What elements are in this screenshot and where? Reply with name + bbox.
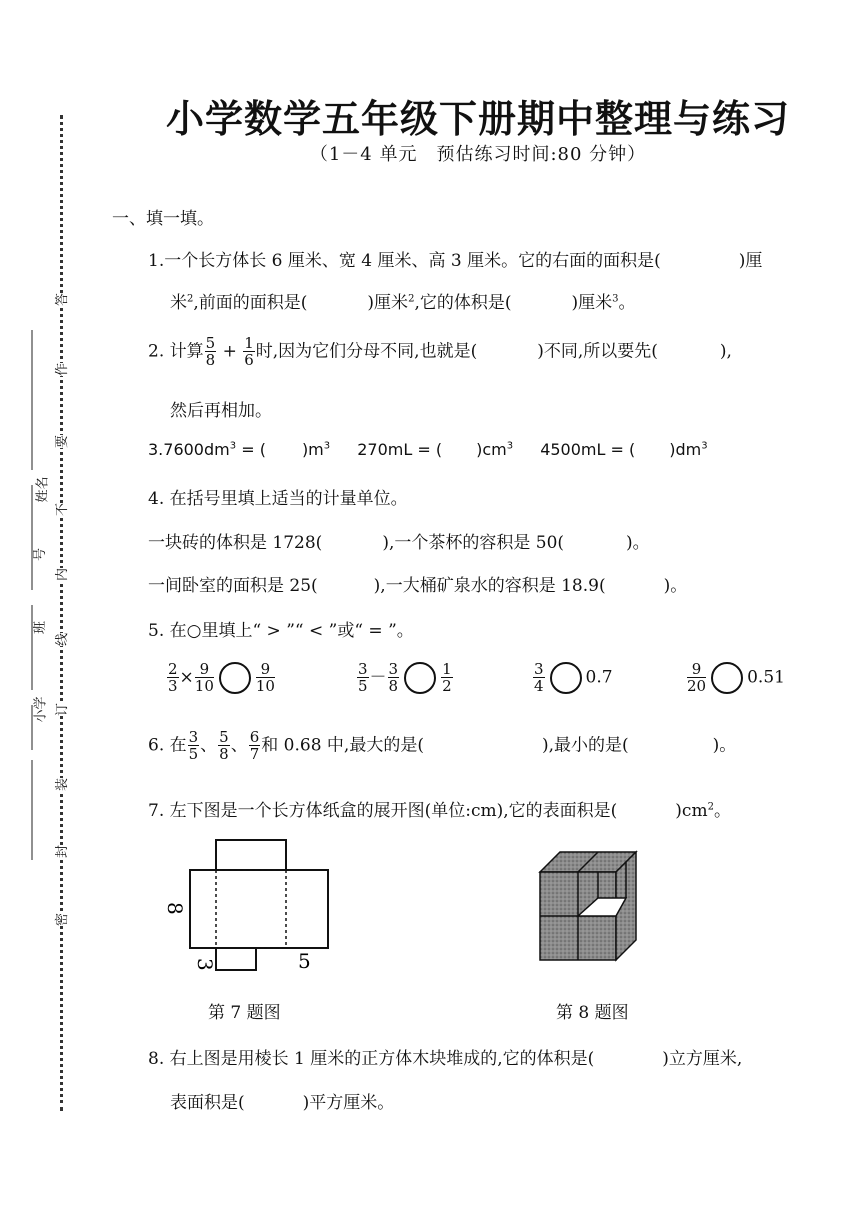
dimension-label: 8 <box>163 902 187 915</box>
dimension-label: 5 <box>298 949 311 973</box>
margin-label-name: 姓名 <box>35 476 51 503</box>
question-5-item-2: $\frac{3}{5}$ － $\frac{3}{8}$ $\frac{1}{2}$ <box>358 660 452 695</box>
question-3: $3.7600dm^3$ = ( )$m^3$ 270mL = ( )$cm^3$ 4500mL = ( )$dm^3$ <box>148 440 708 459</box>
question-2-line-1: 2. 计算 $\frac{5}{8}$ + $\frac{1}{6}$ 时,因为它们分母不同,也就是( )不同,所以要先( ), <box>148 334 732 369</box>
binding-dotted-line <box>60 115 63 1111</box>
cube-stack-figure <box>536 848 652 964</box>
page-title: 小学数学五年级下册期中整理与练习 <box>165 96 790 141</box>
fraction: $\frac{5}{8}$ <box>205 334 216 369</box>
question-1-line-1: 1.一个长方体长 6 厘米、宽 4 厘米、高 3 厘米。它的右面的面积是( )厘 <box>148 251 763 271</box>
seal-char: 内 <box>51 568 70 581</box>
fraction: $\frac{1}{6}$ <box>244 334 254 369</box>
seal-char: 答 <box>51 293 70 306</box>
question-4-line-2: 一间卧室的面积是 25( ),一大桶矿泉水的容积是 18.9( )。 <box>148 576 688 596</box>
question-5-item-3: $\frac{3}{4}$ 0.7 <box>534 660 613 695</box>
seal-char: 订 <box>51 703 70 716</box>
margin-label-school: 小学 <box>33 696 49 723</box>
compare-circle <box>219 662 251 694</box>
dimension-label: 3 <box>193 958 217 971</box>
box-net-figure <box>160 836 350 976</box>
question-6: 6. 在 $\frac{3}{5}$ 、 $\frac{5}{8}$ 、 $\frac{6}{7}$ 和 0.68 中,最大的是( ),最小的是( )。 <box>148 728 737 763</box>
question-4-prompt: 4. 在括号里填上适当的计量单位。 <box>148 489 408 509</box>
margin-label-class: 班 <box>33 620 49 635</box>
binding-blank-lines <box>22 330 42 870</box>
question-4-line-1: 一块砖的体积是 1728( ),一个茶杯的容积是 50( )。 <box>148 533 650 553</box>
figure-8-caption: 第 8 题图 <box>556 1003 629 1023</box>
seal-char: 封 <box>51 845 70 858</box>
seal-char: 要 <box>51 435 70 448</box>
question-7: 7. 左下图是一个长方体纸盒的展开图(单位:cm),它的表面积是( )$cm^2$。 <box>148 801 731 821</box>
page-subtitle: （1－4 单元 预估练习时间:80 分钟） <box>309 144 647 165</box>
seal-char: 密 <box>51 913 70 926</box>
compare-circle <box>404 662 436 694</box>
seal-char: 线 <box>51 633 70 646</box>
question-8-line-1: 8. 右上图是用棱长 1 厘米的正方体木块堆成的,它的体积是( )立方厘米, <box>148 1049 743 1069</box>
compare-circle <box>550 662 582 694</box>
figure-7-caption: 第 7 题图 <box>208 1003 281 1023</box>
seal-char: 不 <box>51 503 70 516</box>
question-5-item-1: $\frac{2}{3}$ × $\frac{9}{10}$ $\frac{9}{10}$ <box>168 660 275 695</box>
question-8-line-2: 表面积是( )平方厘米。 <box>170 1093 395 1113</box>
question-5-prompt: 5. 在○里填上“ > ”“ < ”或“ = ”。 <box>148 621 414 641</box>
question-1-line-2: 米$^2$,前面的面积是( )厘米$^2$,它的体积是( )厘米$^3$。 <box>170 293 636 313</box>
seal-char: 装 <box>51 778 70 791</box>
question-5-item-4: $\frac{9}{20}$ 0.51 <box>687 660 785 695</box>
seal-char: 作 <box>51 363 70 376</box>
section-heading: 一、填一填。 <box>112 209 214 229</box>
margin-label-number: 号 <box>33 547 49 562</box>
compare-circle <box>711 662 743 694</box>
question-2-line-2: 然后再相加。 <box>170 401 272 421</box>
